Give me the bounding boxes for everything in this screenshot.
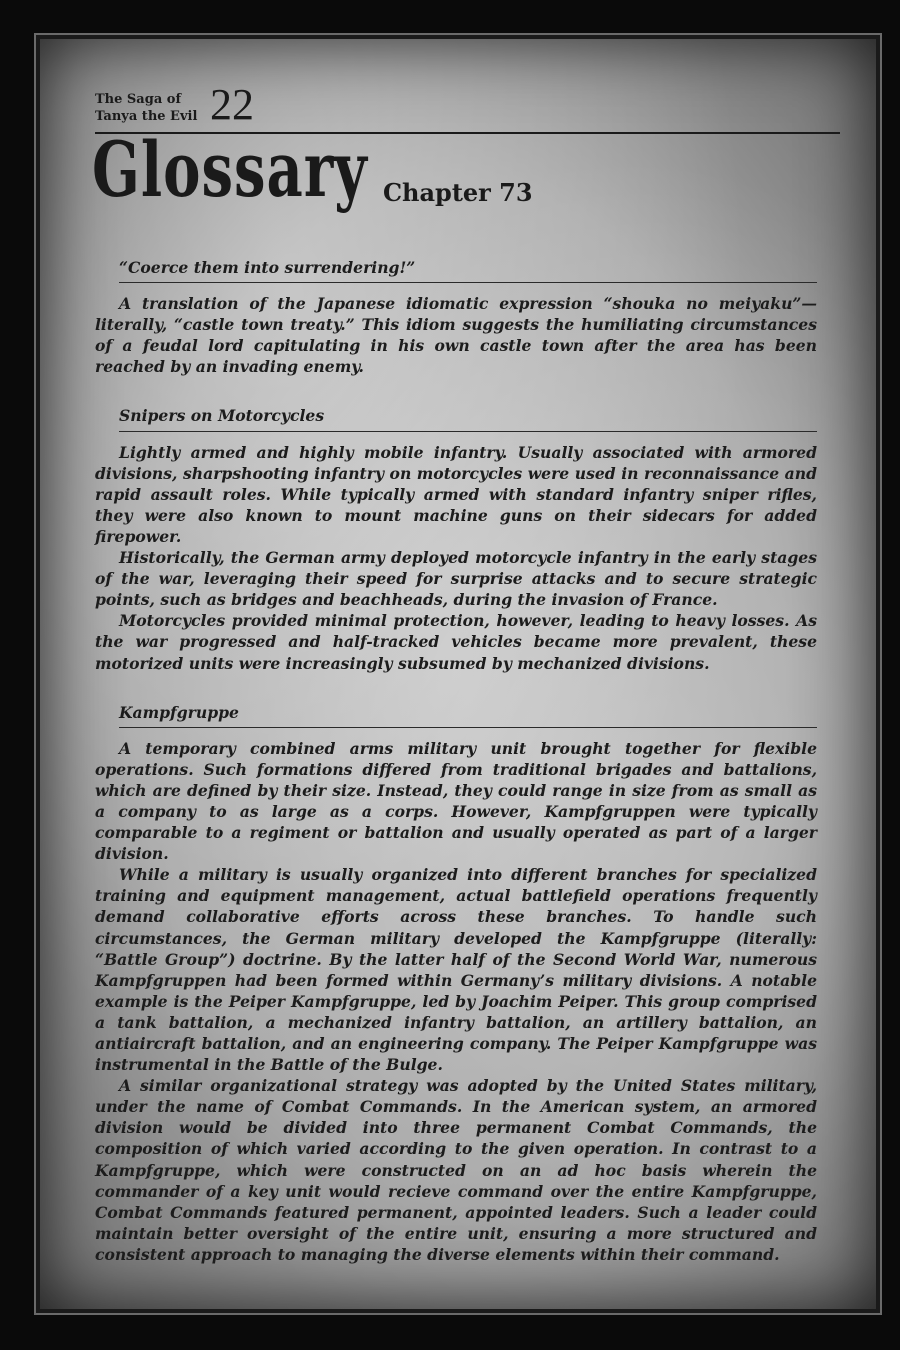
page-title: Glossary — [92, 125, 368, 215]
definition-paragraph: While a military is usually organized into different branches for specialized training and equipment management, actual battlefield operations frequently demand collaborative efforts across these branches. To handle such circumstances, the German military developed the Kampfgruppe (literally: “Battle Group”) doctrine. By the latter half of the Second World War, numerous Kampfgruppen had been formed within Germany’s military divisions. A notable example is the Peiper Kampfgruppe, led by Joachim Peiper. This group comprised a tank battalion, a mechanized infantry battalion, an artillery battalion, an antiaircraft battalion, and an engineering company. The Peiper Kampfgruppe was instrumental in the Battle of the Bulge. — [95, 865, 817, 1075]
glossary-content — [95, 257, 817, 1293]
glossary-term: “Coerce them into surrendering!” — [119, 257, 817, 283]
glossary-definition — [95, 738, 817, 1265]
definition-paragraph: Lightly armed and highly mobile infantry. Usually associated with armored divisions, sharpshooting infantry on motorcycles were used in reconnaissance and rapid assault roles. While typically armed with standard infantry sniper rifles, they were also known to mount machine guns on their sidecars for added firepower. — [95, 442, 817, 546]
glossary-term: Kampfgruppe — [119, 702, 817, 728]
definition-paragraph: A translation of the Japanese idiomatic expression “shouka no meiyaku”—literally, “castle town treaty.” This idiom suggests the humiliating circumstances of a feudal lord capitulating in his own castle town after the area has been reached by an invading enemy. — [95, 294, 817, 377]
definition-paragraph: Historically, the German army deployed motorcycle infantry in the early stages of the war, leveraging their speed for surprise attacks and to secure strategic points, such as bridges and beachheads, during the invasion of France. — [95, 548, 817, 610]
glossary-entry — [95, 405, 817, 673]
chapter-label: Chapter 73 — [382, 178, 533, 207]
glossary-definition — [95, 293, 817, 377]
title-row — [92, 125, 533, 215]
glossary-entry — [95, 702, 817, 1265]
volume-number: 22 — [210, 80, 254, 129]
page-paper — [40, 39, 876, 1309]
glossary-definition — [95, 442, 817, 674]
series-title-line-2: Tanya the Evil — [95, 109, 198, 124]
glossary-entry — [95, 257, 817, 377]
definition-paragraph: A similar organizational strategy was adopted by the United States military, under the name of Combat Commands. In the American system, an armored division would be divided into three permanent Combat Commands, the composition of which varied according to the given operation. In contrast to a Kampfgruppe, which were constructed on an ad hoc basis wherein the commander of a key unit would recieve command over the entire Kampfgruppe, Combat Commands featured permanent, appointed leaders. Such a leader could maintain better oversight of the entire unit, ensuring a more structured and consistent approach to managing the diverse elements within their command. — [95, 1076, 817, 1264]
definition-paragraph: A temporary combined arms military unit brought together for flexible operations. Such formations differed from traditional brigades and battalions, which are defined by their size. Instead, they could range in size from as small as a company to as large as a corps. However, Kampfgruppen were typically comparable to a regiment or battalion and usually operated as part of a larger division. — [95, 738, 817, 864]
definition-paragraph: Motorcycles provided minimal protection, however, leading to heavy losses. As the war progressed and half-tracked vehicles became more prevalent, these motorized units were increasingly subsumed by mechanized divisions. — [95, 611, 817, 673]
series-title-line-1: The Saga of — [95, 92, 182, 107]
glossary-term: Snipers on Motorcycles — [119, 405, 817, 431]
series-title — [95, 91, 197, 125]
